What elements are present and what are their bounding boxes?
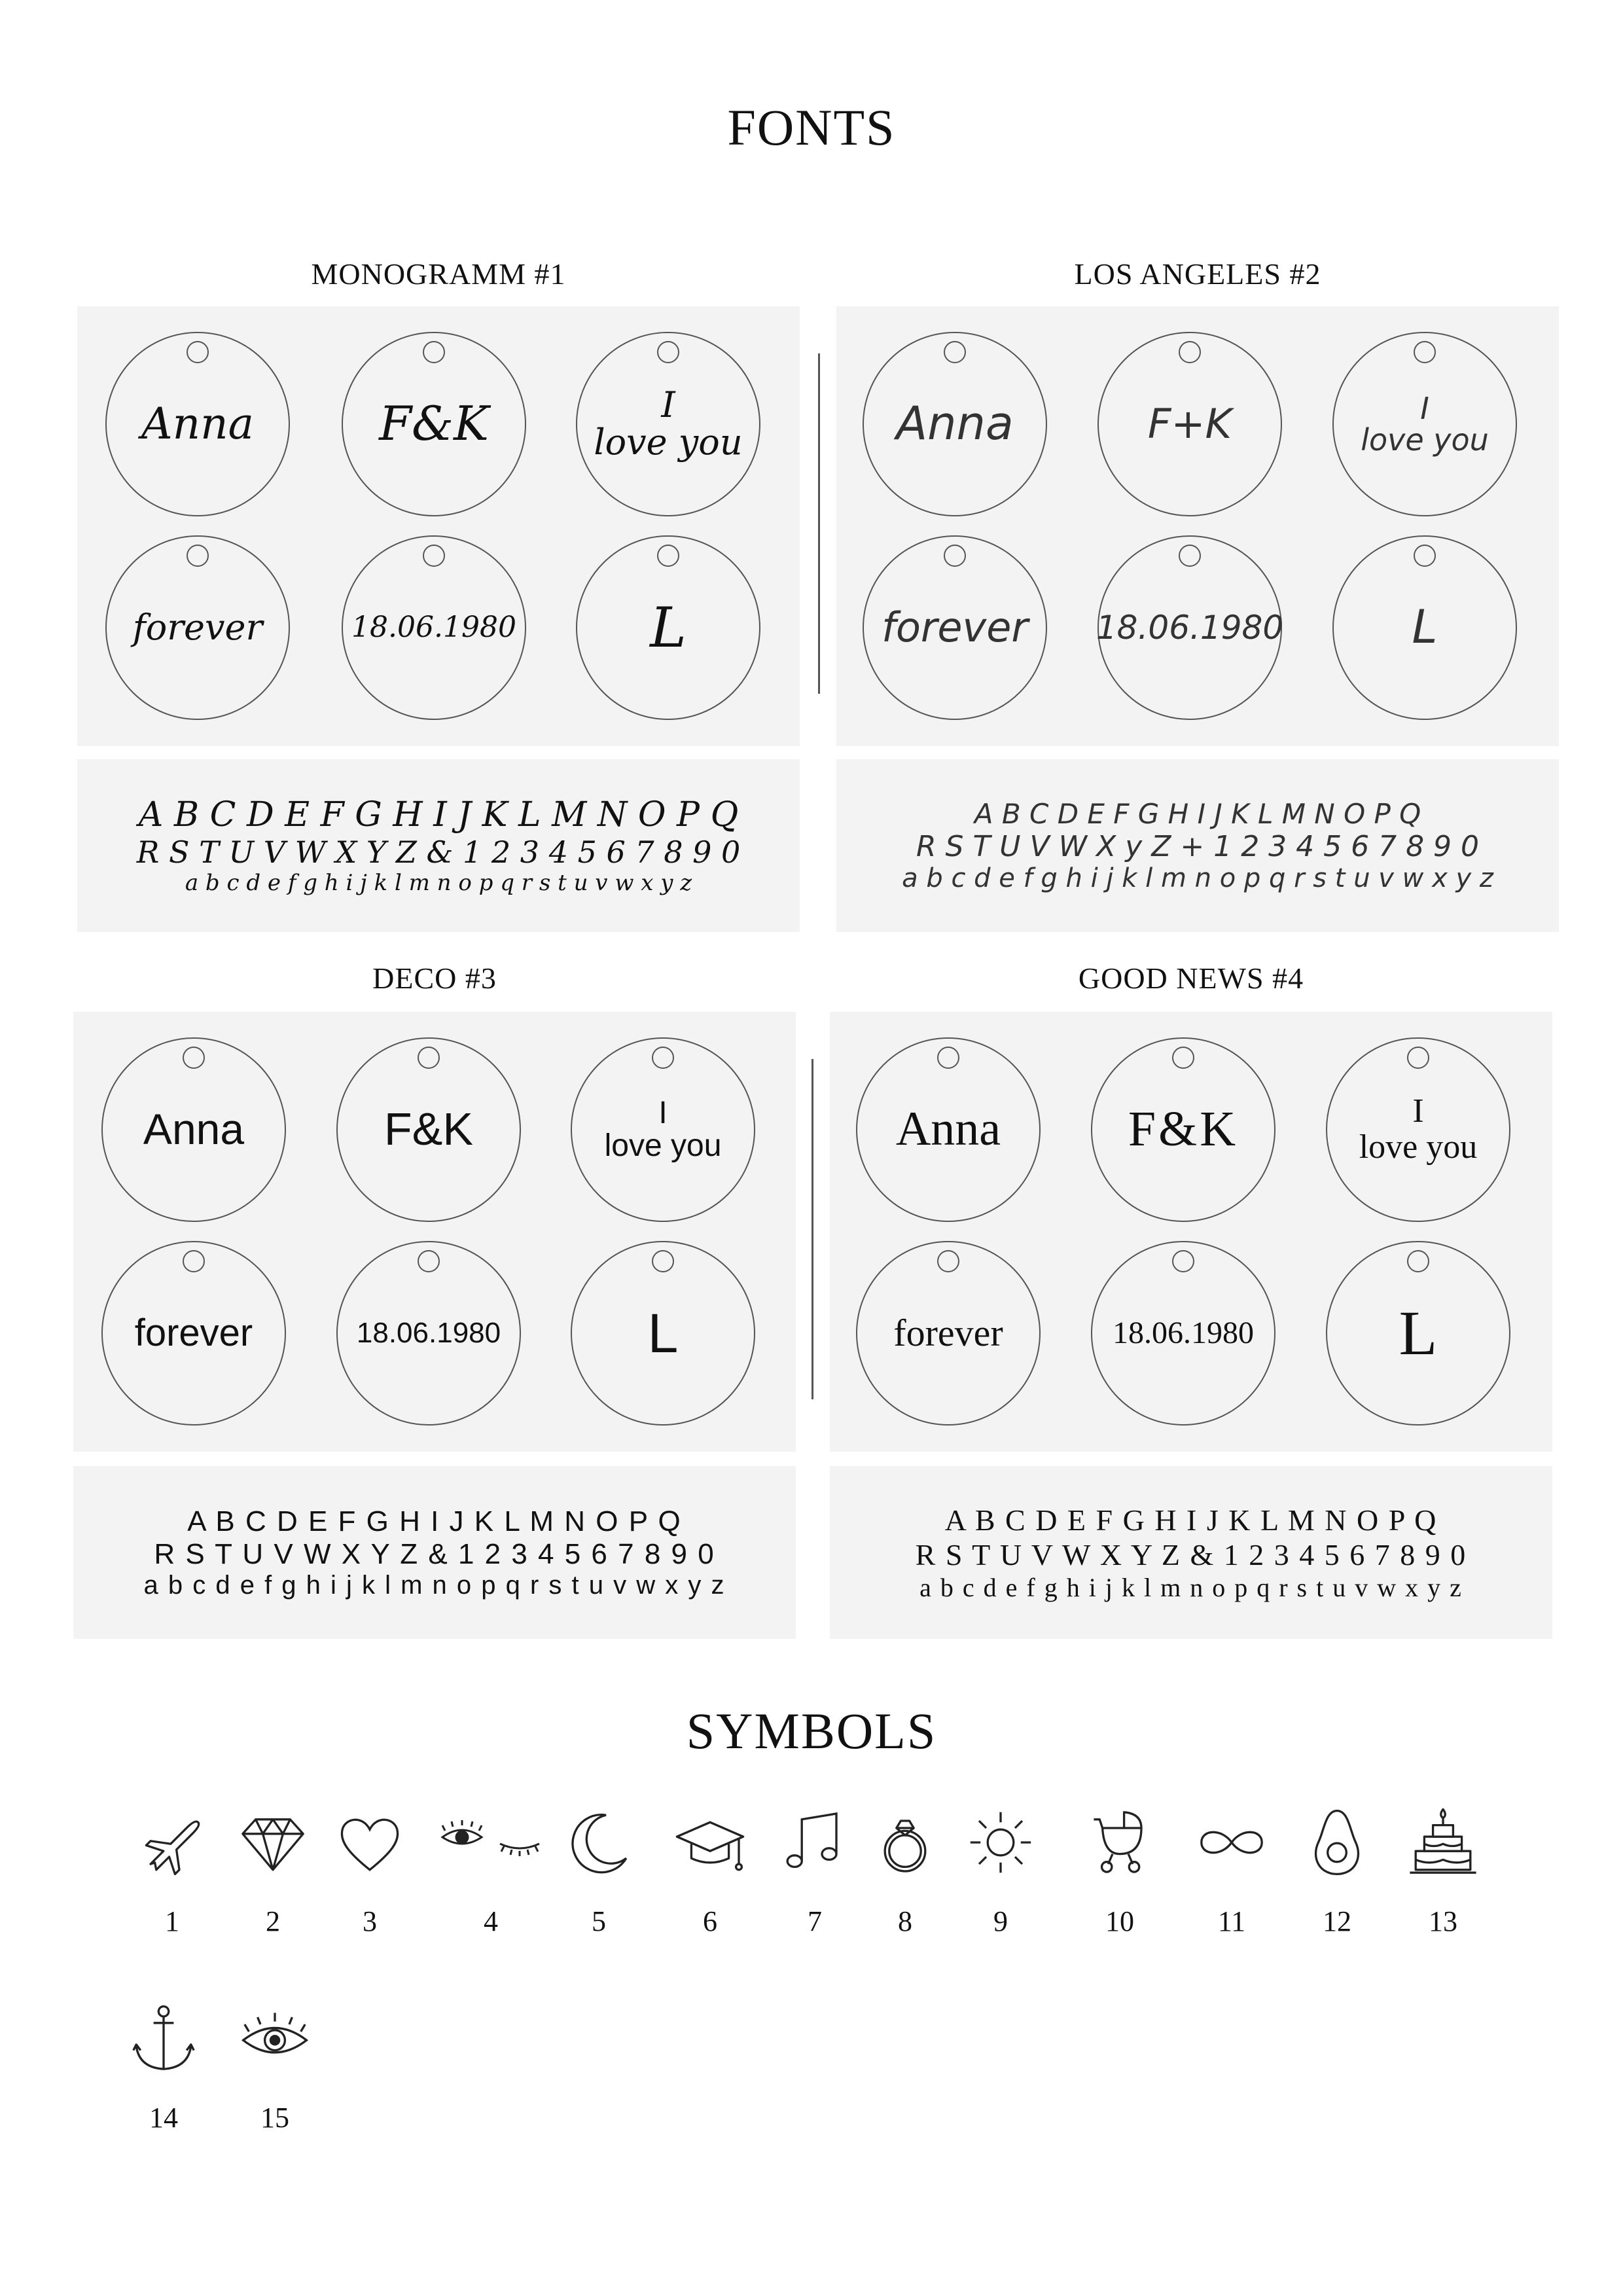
tag-date bbox=[342, 535, 526, 720]
tag-initials bbox=[1091, 1037, 1275, 1222]
alphabet-uppercase-digits: R S T U V W X Y Z & 1 2 3 4 5 6 7 8 9 0 bbox=[915, 1537, 1467, 1571]
alphabet-lowercase: a b c d e f g h i j k l m n o p q r s t u v w x y z bbox=[185, 870, 692, 896]
symbol-9 bbox=[958, 1806, 1043, 1938]
tag-letter bbox=[571, 1241, 755, 1426]
symbol-10 bbox=[1077, 1806, 1162, 1938]
font-title-los-angeles: LOS ANGELES #2 bbox=[1074, 257, 1321, 291]
tag-text: forever bbox=[882, 603, 1028, 652]
alphabet-panel-good-news bbox=[830, 1466, 1552, 1639]
font-title-good-news: GOOD NEWS #4 bbox=[1078, 961, 1304, 995]
ring-icon bbox=[869, 1806, 941, 1878]
heart-icon bbox=[334, 1806, 406, 1878]
tag-text: I love you bbox=[594, 384, 743, 463]
symbol-number: 8 bbox=[898, 1905, 912, 1937]
tag-forever bbox=[105, 535, 290, 720]
alphabet-lowercase: a b c d e f g h i j k l m n o p q r s t u v w x y z bbox=[902, 863, 1493, 893]
tag-text: 18.06.1980 bbox=[356, 1316, 501, 1349]
divider-line bbox=[812, 1059, 813, 1399]
baby-stroller-icon bbox=[1084, 1806, 1156, 1878]
tag-text: 18.06.1980 bbox=[1113, 1315, 1254, 1350]
symbol-1 bbox=[130, 1806, 215, 1938]
anchor-icon bbox=[128, 2003, 200, 2075]
tag-text: F&K bbox=[1128, 1102, 1239, 1157]
symbol-13 bbox=[1400, 1806, 1486, 1938]
tag-love bbox=[571, 1037, 755, 1222]
alphabet-lowercase: a b c d e f g h i j k l m n o p q r s t u v w x y z bbox=[143, 1570, 726, 1600]
tag-text: Anna bbox=[143, 1105, 245, 1154]
symbol-number: 6 bbox=[703, 1905, 717, 1937]
graduation-cap-icon bbox=[674, 1806, 746, 1878]
alphabet-uppercase: A B C D E F G H I J K L M N O P Q bbox=[944, 1503, 1438, 1537]
tag-letter bbox=[1332, 535, 1517, 720]
tag-anna bbox=[105, 332, 290, 516]
tag-initials bbox=[336, 1037, 521, 1222]
symbol-number: 12 bbox=[1323, 1905, 1351, 1937]
tag-text: 18.06.1980 bbox=[1096, 608, 1284, 647]
tag-date bbox=[1091, 1241, 1275, 1426]
tag-letter bbox=[576, 535, 760, 720]
tag-text: L bbox=[650, 595, 687, 660]
symbols-title: SYMBOLS bbox=[686, 1702, 937, 1759]
alphabet-panel-monogramm bbox=[77, 759, 800, 932]
infinity-icon bbox=[1196, 1806, 1268, 1878]
symbol-11 bbox=[1189, 1806, 1274, 1938]
alphabet-uppercase-digits: R S T U V W X Y Z & 1 2 3 4 5 6 7 8 9 0 bbox=[136, 834, 741, 870]
tag-text: I love you bbox=[1361, 390, 1489, 457]
symbol-number: 11 bbox=[1217, 1905, 1246, 1937]
tag-text: F&K bbox=[379, 396, 489, 452]
font-title-monogramm: MONOGRAMM #1 bbox=[311, 257, 566, 291]
symbol-3 bbox=[327, 1806, 412, 1938]
symbol-12 bbox=[1294, 1806, 1380, 1938]
cake-icon bbox=[1407, 1806, 1479, 1878]
alphabet-panel-deco bbox=[73, 1466, 796, 1639]
tag-forever bbox=[863, 535, 1047, 720]
symbol-number: 2 bbox=[266, 1905, 280, 1937]
symbol-5 bbox=[556, 1806, 641, 1938]
tag-anna bbox=[101, 1037, 286, 1222]
symbol-4 bbox=[435, 1806, 546, 1938]
tag-text: I love you bbox=[604, 1095, 722, 1163]
tag-initials bbox=[1097, 332, 1282, 516]
tag-text: L bbox=[1399, 1297, 1438, 1368]
tag-love bbox=[1332, 332, 1517, 516]
alphabet-uppercase-digits: R S T U V W X Y Z & 1 2 3 4 5 6 7 8 9 0 bbox=[154, 1537, 715, 1570]
symbol-number: 9 bbox=[993, 1905, 1008, 1937]
eyes-icon bbox=[438, 1806, 543, 1878]
tag-text: Anna bbox=[141, 399, 255, 450]
avocado-icon bbox=[1301, 1806, 1373, 1878]
tag-date bbox=[336, 1241, 521, 1426]
font-title-deco: DECO #3 bbox=[372, 961, 497, 995]
alphabet-panel-los-angeles bbox=[836, 759, 1559, 932]
divider-line bbox=[818, 353, 820, 694]
alphabet-lowercase: a b c d e f g h i j k l m n o p q r s t u v w x y z bbox=[919, 1572, 1463, 1602]
page-title: FONTS bbox=[727, 99, 896, 156]
symbol-7 bbox=[772, 1806, 857, 1938]
tag-anna bbox=[863, 332, 1047, 516]
alphabet-uppercase: A B C D E F G H I J K L M N O P Q bbox=[138, 795, 739, 834]
symbol-number: 10 bbox=[1105, 1905, 1134, 1937]
tag-text: L bbox=[647, 1302, 679, 1364]
tag-love bbox=[576, 332, 760, 516]
sun-icon bbox=[965, 1806, 1037, 1878]
tag-date bbox=[1097, 535, 1282, 720]
tag-text: I love you bbox=[1359, 1092, 1478, 1166]
tag-letter bbox=[1326, 1241, 1510, 1426]
symbol-6 bbox=[668, 1806, 753, 1938]
tag-love bbox=[1326, 1037, 1510, 1222]
symbol-number: 1 bbox=[165, 1905, 179, 1937]
symbol-number: 4 bbox=[484, 1905, 498, 1937]
tag-text: F&K bbox=[383, 1103, 474, 1155]
symbol-14 bbox=[121, 2003, 206, 2134]
alphabet-uppercase: A B C D E F G H I J K L M N O P Q bbox=[187, 1505, 682, 1537]
tag-text: F+K bbox=[1147, 400, 1232, 448]
alphabet-uppercase-digits: R S T U V W X y Z + 1 2 3 4 5 6 7 8 9 0 bbox=[916, 830, 1480, 863]
tag-anna bbox=[856, 1037, 1041, 1222]
tag-text: forever bbox=[132, 606, 263, 648]
airplane-icon bbox=[136, 1806, 208, 1878]
moon-icon bbox=[563, 1806, 635, 1878]
tag-forever bbox=[101, 1241, 286, 1426]
symbol-number: 15 bbox=[260, 2102, 289, 2134]
diamond-icon bbox=[237, 1806, 309, 1878]
tag-text: Anna bbox=[896, 397, 1014, 451]
symbol-number: 14 bbox=[149, 2102, 178, 2134]
eye-icon bbox=[239, 2003, 311, 2075]
music-note-icon bbox=[779, 1806, 851, 1878]
symbol-number: 5 bbox=[592, 1905, 606, 1937]
symbol-number: 13 bbox=[1429, 1905, 1457, 1937]
tag-text: forever bbox=[134, 1311, 253, 1354]
symbol-2 bbox=[230, 1806, 315, 1938]
tag-text: Anna bbox=[895, 1102, 1001, 1157]
symbols-grid bbox=[0, 1806, 1623, 2265]
alphabet-uppercase: A B C D E F G H I J K L M N O P Q bbox=[974, 798, 1421, 830]
tag-forever bbox=[856, 1241, 1041, 1426]
tag-text: L bbox=[1412, 600, 1438, 655]
tag-initials bbox=[342, 332, 526, 516]
symbol-15 bbox=[232, 2003, 317, 2134]
symbol-8 bbox=[863, 1806, 948, 1938]
tag-text: 18.06.1980 bbox=[351, 610, 516, 644]
tag-text: forever bbox=[893, 1311, 1003, 1354]
symbol-number: 7 bbox=[808, 1905, 822, 1937]
symbol-number: 3 bbox=[363, 1905, 377, 1937]
